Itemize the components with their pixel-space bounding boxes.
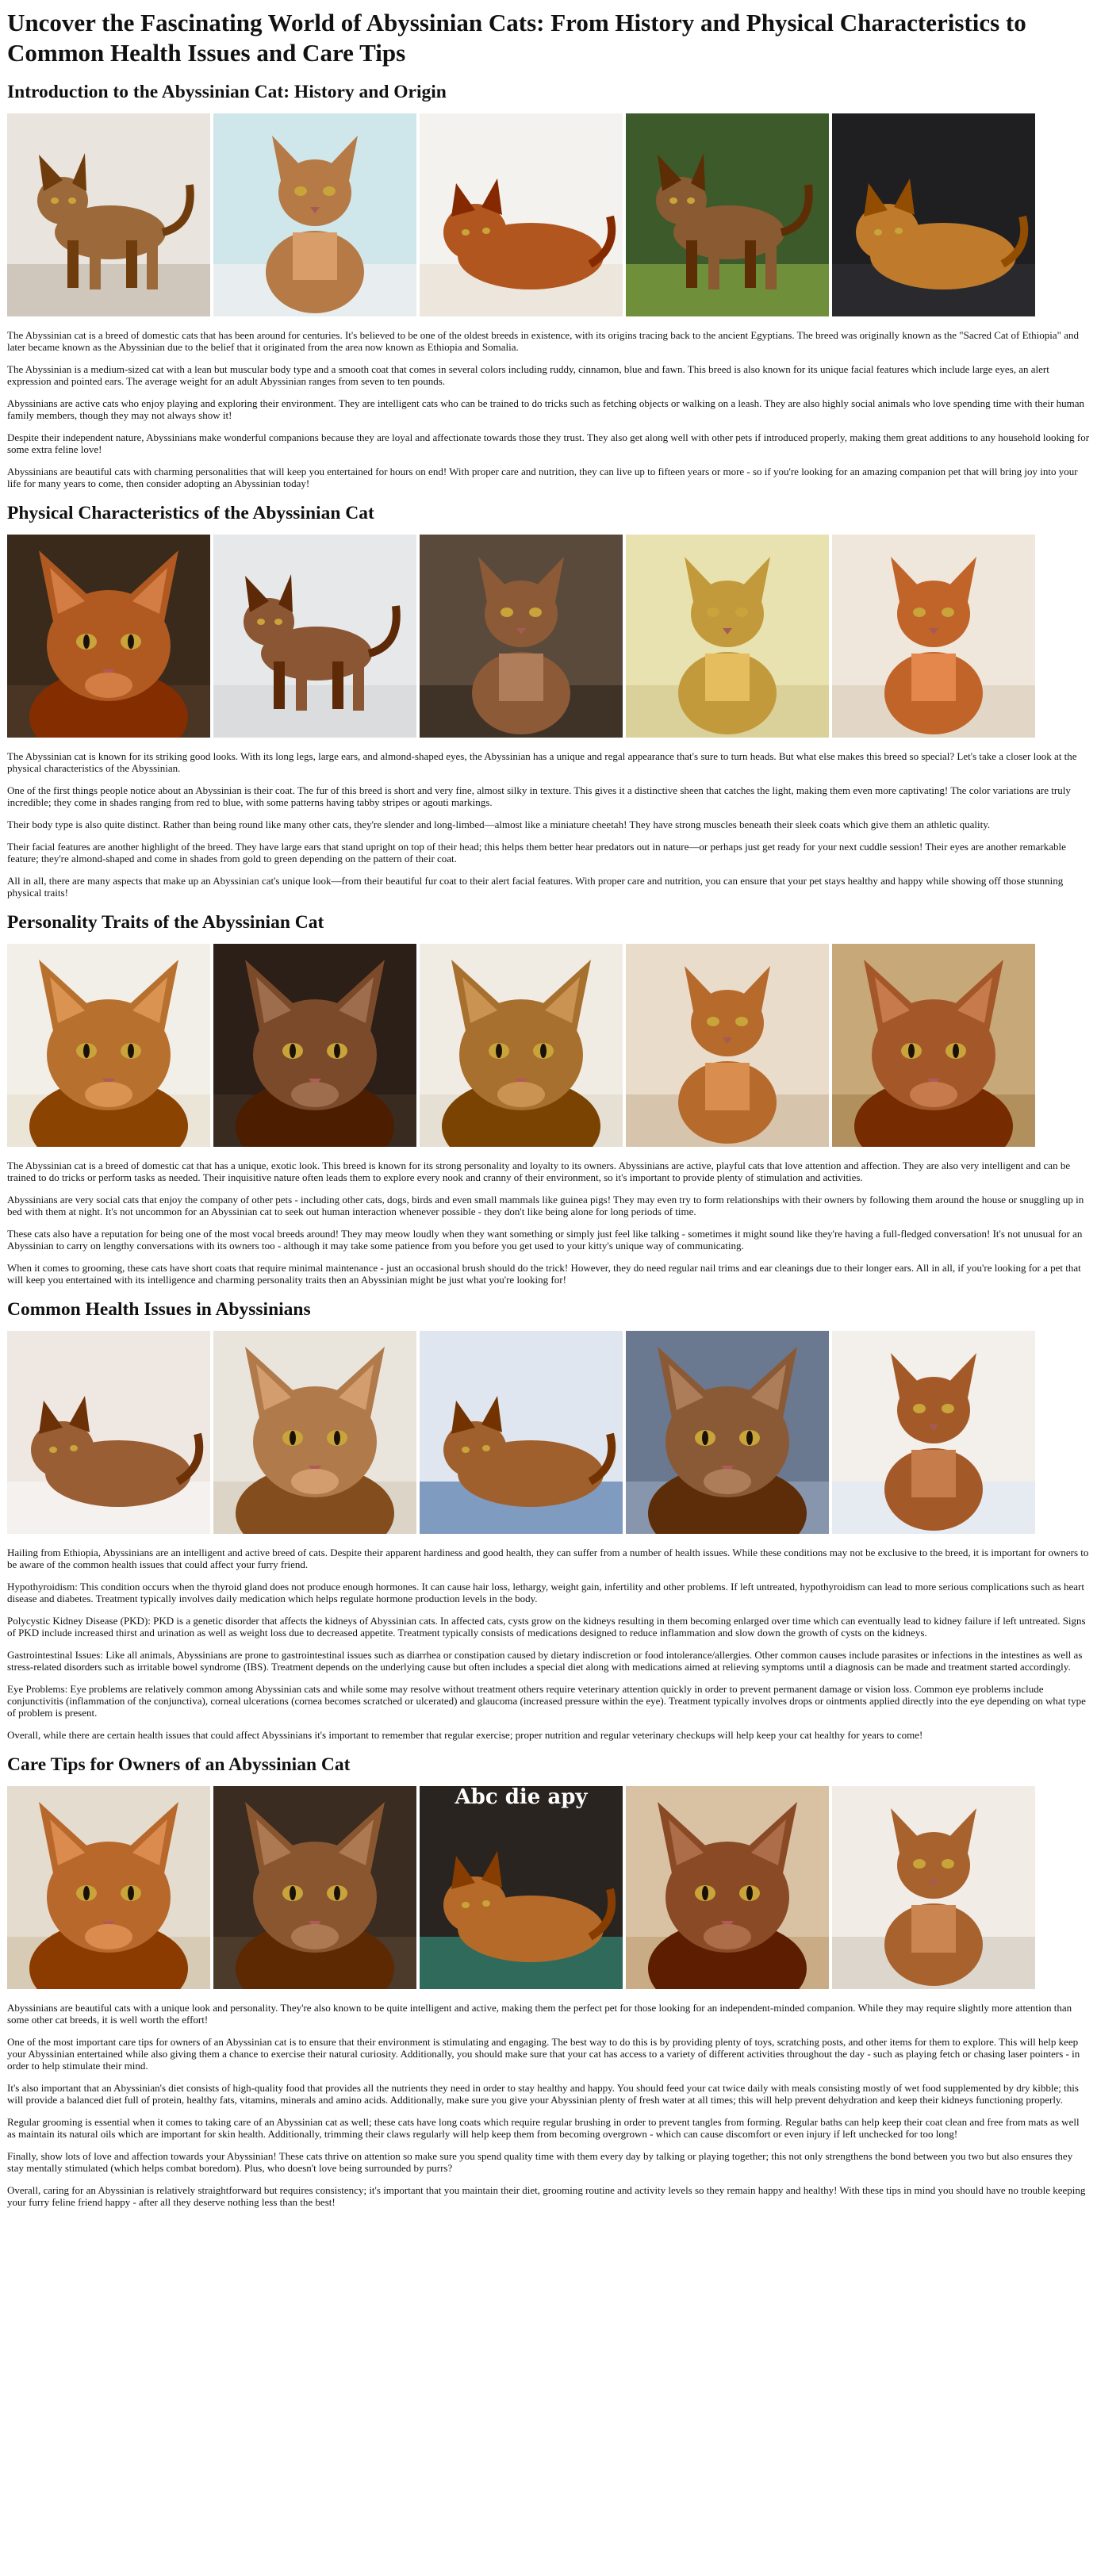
body-paragraph: Abyssinians are active cats who enjoy playing and exploring their environment. They are intelligent cats who can be trained to do tricks such as fetching objects or walking on a leash. They are also highly social animals who love spending time with their human family members, though they may not always show it! xyxy=(7,397,1085,421)
cat-photo xyxy=(7,1331,210,1534)
cat-photo xyxy=(626,535,829,738)
cat-photo xyxy=(420,113,623,316)
image-gallery xyxy=(7,944,1090,1147)
cat-photo xyxy=(7,1786,210,1989)
body-paragraph: All in all, there are many aspects that make up an Abyssinian cat's unique look—from their beautiful fur coat to their alert facial features. With proper care and nutrition, you can ensure that your pet stays healthy and happy while showing off those stunning physical traits! xyxy=(7,875,1064,899)
body-paragraph: One of the most important care tips for owners of an Abyssinian cat is to ensure that their environment is stimulating and engaging. The best way to do this is by providing plenty of toys, scratching posts, and other items for them to explore. This will help keep your Abyssinian entertained while also giving them a chance to exercise their natural curiosity. Additionally, you should make sure that your cat has access to a variety of different activities throughout the day - such as playing fetch or chasing laser pointers - in order to help stimulate their mind. xyxy=(7,2036,1080,2072)
image-gallery xyxy=(7,1786,1090,1989)
body-paragraph: Hypothyroidism: This condition occurs when the thyroid gland does not produce enough hormones. It can cause hair loss, lethargy, weight gain, infertility and other problems. If left untreated, hypothyroidism can lead to more serious complications such as heart disease and diabetes. Treatment typically involves daily medication which helps regulate hormone production levels in the body. xyxy=(7,1581,1084,1604)
photo-caption: Abc die apy xyxy=(455,1786,588,1809)
cat-photo xyxy=(213,1786,416,1989)
cat-photo xyxy=(213,113,416,316)
cat-photo xyxy=(832,113,1035,316)
body-paragraph: The Abyssinian cat is known for its striking good looks. With its long legs, large ears, and almond-shaped eyes, the Abyssinian has a unique and regal appearance that's sure to turn heads. But what else makes this breed so special? Let's take a closer look at the physical characteristics of the Abyssinian. xyxy=(7,750,1077,774)
cat-photo xyxy=(420,535,623,738)
article xyxy=(0,8,1097,2208)
body-paragraph: Their facial features are another highlight of the breed. They have large ears that stand upright on top of their head; this helps them better hear predators out in nature—or perhaps just get ready for your next cuddle session! Their eyes are another remarkable feature; they're almond-shaped and come in shades from gold to green depending on the pattern of their coat. xyxy=(7,841,1066,864)
cat-photo xyxy=(7,944,210,1147)
body-paragraph: Overall, caring for an Abyssinian is relatively straightforward but requires consistency; it's important that you maintain their diet, grooming routine and activity levels so they remain happy and healthy! With these tips in mind you should have no trouble keeping your furry feline friend happy - after all they deserve nothing less than the best! xyxy=(7,2184,1086,2208)
cat-photo xyxy=(626,1786,829,1989)
image-gallery xyxy=(7,113,1090,316)
cat-photo xyxy=(626,1331,829,1534)
cat-photo xyxy=(626,944,829,1147)
cat-photo xyxy=(213,1331,416,1534)
cat-photo xyxy=(213,944,416,1147)
body-paragraph: These cats also have a reputation for being one of the most vocal breeds around! They may meow loudly when they want something or simply just feel like talking - sometimes it might sound like they're having a full-fledged conversation! It's not unusual for an Abyssinian to carry on lengthy conversations with its owners too - although it may take some patience from you before you get used to your kitty's unique way of communicating. xyxy=(7,1228,1083,1252)
body-paragraph: It's also important that an Abyssinian's diet consists of high-quality food that provides all the nutrients they need in order to stay healthy and happy. You should feed your cat twice daily with meals consisting mostly of wet food supplemented by dry kibble; this will provide a balanced diet full of protein, healthy fats, vitamins, minerals and amino acids. Additionally, make sure you give your Abyssinian plenty of fresh water at all times; this will help prevent dehydration and keep their kidneys functioning properly. xyxy=(7,2082,1079,2106)
body-paragraph: One of the first things people notice about an Abyssinian is their coat. The fur of this breed is short and very fine, almost silky in texture. This gives it a distinctive sheen that catches the light, making them even more captivating! The color variations are truly incredible; they come in shades ranging from red to blue, with some patterns having tabby stripes or agouti markings. xyxy=(7,784,1071,808)
body-paragraph: Abyssinians are beautiful cats with a unique look and personality. They're also known to be quite intelligent and active, making them the perfect pet for those looking for an independent-minded companion. While they may require slightly more attention than some other cat breeds, it is well worth the effort! xyxy=(7,2002,1072,2026)
cat-photo xyxy=(420,944,623,1147)
body-paragraph: The Abyssinian cat is a breed of domestic cats that has been around for centuries. It's believed to be one of the oldest breeds in existence, with its origins tracing back to the ancient Egyptians. The breed was originally known as the "Sacred Cat of Ethiopia" and later became known as the Abyssinian due to the belief that it originated from the area now known as Ethiopia and Somalia. xyxy=(7,329,1079,353)
body-paragraph: Abyssinians are very social cats that enjoy the company of other pets - including other cats, dogs, birds and even small mammals like guinea pigs! They may even try to form relationships with their owners by following them around the house or snuggling up in bed with them at night. It's not uncommon for an Abyssinian cat to seek out human interaction whenever possible - they don't like being alone for long periods of time. xyxy=(7,1194,1084,1217)
section-heading: Common Health Issues in Abyssinians xyxy=(7,1299,311,1320)
section-heading: Introduction to the Abyssinian Cat: History and Origin xyxy=(7,82,447,102)
image-gallery xyxy=(7,1331,1090,1534)
article-body xyxy=(7,81,1090,2208)
body-paragraph: Regular grooming is essential when it comes to taking care of an Abyssinian cat as well; these cats have long coats which require regular brushing in order to prevent tangles from forming. Regular baths can help keep their coat clean and free from mats as well as maintain its natural oils which are important for skin health. Additionally, trimming their claws regularly will help keep them from becoming overgrown - which can cause discomfort or even injury if left unchecked for too long! xyxy=(7,2116,1080,2140)
cat-photo xyxy=(832,1331,1035,1534)
cat-photo xyxy=(7,535,210,738)
body-paragraph: Eye Problems: Eye problems are relatively common among Abyssinian cats and while some may resolve without treatment others require veterinary attention quickly in order to prevent permanent damage or vision loss. Common eye problems include conjunctivitis (inflammation of the conjunctiva), corneal ulcerations (cornea becomes scratched or ulcerated) and glaucoma (increased pressure within the eye). Treatment typically involves drops or ointments applied directly into the eye depending on what type of problem is present. xyxy=(7,1683,1086,1719)
cat-photo xyxy=(213,535,416,738)
cat-photo xyxy=(7,113,210,316)
cat-photo xyxy=(832,944,1035,1147)
body-paragraph: Hailing from Ethiopia, Abyssinians are an intelligent and active breed of cats. Despite their apparent hardiness and good health, they can suffer from a number of health issues. While these conditions may not be exclusive to the breed, it is important for owners to be aware of the common health issues that could affect your furry friend. xyxy=(7,1547,1089,1570)
body-paragraph: Finally, show lots of love and affection towards your Abyssinian! These cats thrive on attention so make sure you spend quality time with them every day by talking or playing together; this not only strengthens the bond between you two but also ensures they stay mentally stimulated (which helps combat boredom). Plus, who doesn't love being surrounded by purrs? xyxy=(7,2150,1073,2174)
cat-photo xyxy=(420,1786,623,1989)
body-paragraph: Their body type is also quite distinct. Rather than being round like many other cats, they're slender and long-limbed—almost like a miniature cheetah! They have strong muscles beneath their sleek coats which give them an athletic quality. xyxy=(7,818,991,830)
body-paragraph: Overall, while there are certain health issues that could affect Abyssinians it's important to remember that regular exercise; proper nutrition and regular veterinary checkups will help keep your cat healthy for years to come! xyxy=(7,1729,923,1741)
section-heading: Personality Traits of the Abyssinian Cat xyxy=(7,912,324,933)
body-paragraph: Gastrointestinal Issues: Like all animals, Abyssinians are prone to gastrointestinal issues such as diarrhea or constipation caused by dietary indiscretion or food intolerance/allergies. Other common causes include parasites or infections in the intestines as well as stress-related disorders such as irritable bowel syndrome (IBS). Treatment depends on the underlying cause but often includes a special diet along with medications aimed at relieving symptoms until a diagnosis can be made and treatment started accordingly. xyxy=(7,1649,1083,1673)
image-gallery xyxy=(7,535,1090,738)
body-paragraph: Polycystic Kidney Disease (PKD): PKD is a genetic disorder that affects the kidneys of Abyssinian cats. In affected cats, cysts grow on the kidneys resulting in them becoming enlarged over time which can eventually lead to kidney failure if left untreated. Signs of PKD include increased thirst and urination as well as weight loss due to decreased appetite. Treatment typically consists of medications designed to reduce inflammation and slow down the growth of cysts on the kidneys. xyxy=(7,1615,1086,1639)
body-paragraph: The Abyssinian is a medium-sized cat with a lean but muscular body type and a smooth coat that comes in several colors including ruddy, cinnamon, blue and fawn. This breed is also known for its unique facial features which include large eyes, an alert expression and pointed ears. The average weight for an adult Abyssinian ranges from seven to ten pounds. xyxy=(7,363,1049,387)
body-paragraph: The Abyssinian cat is a breed of domestic cat that has a unique, exotic look. This breed is known for its strong personality and loyalty to its owners. Abyssinians are active, playful cats that love attention and affection. They are also very intelligent and can be trained to do tricks or perform tasks as needed. Their inquisitive nature often leads them to explore every nook and cranny of their environment, so it's important to provide plenty of stimulation and activities. xyxy=(7,1160,1071,1183)
section-heading: Physical Characteristics of the Abyssinian Cat xyxy=(7,503,374,523)
page-title: Uncover the Fascinating World of Abyssinian Cats: From History and Physical Characteristics to Common Health Issues and Care Tips xyxy=(7,9,1026,67)
cat-photo xyxy=(832,535,1035,738)
cat-photo xyxy=(420,1331,623,1534)
cat-photo xyxy=(832,1786,1035,1989)
section-heading: Care Tips for Owners of an Abyssinian Cat xyxy=(7,1754,351,1775)
body-paragraph: When it comes to grooming, these cats have short coats that require minimal maintenance - just an occasional brush should do the trick! However, they do need regular nail trims and ear cleanings due to their longer ears. All in all, if you're looking for a pet that will keep you entertained with its intelligence and charming personality traits then an Abyssinian might be just what you're looking for! xyxy=(7,1262,1081,1286)
body-paragraph: Despite their independent nature, Abyssinians make wonderful companions because they are loyal and affectionate towards those they trust. They also get along well with other pets if introduced properly, making them great additions to any household looking for some extra feline love! xyxy=(7,431,1090,455)
body-paragraph: Abyssinians are beautiful cats with charming personalities that will keep you entertained for hours on end! With proper care and nutrition, they can live up to fifteen years or more - so if you're looking for an amazing companion pet that will bring joy into your life for many years to come, then consider adopting an Abyssinian today! xyxy=(7,466,1078,489)
cat-photo xyxy=(626,113,829,316)
